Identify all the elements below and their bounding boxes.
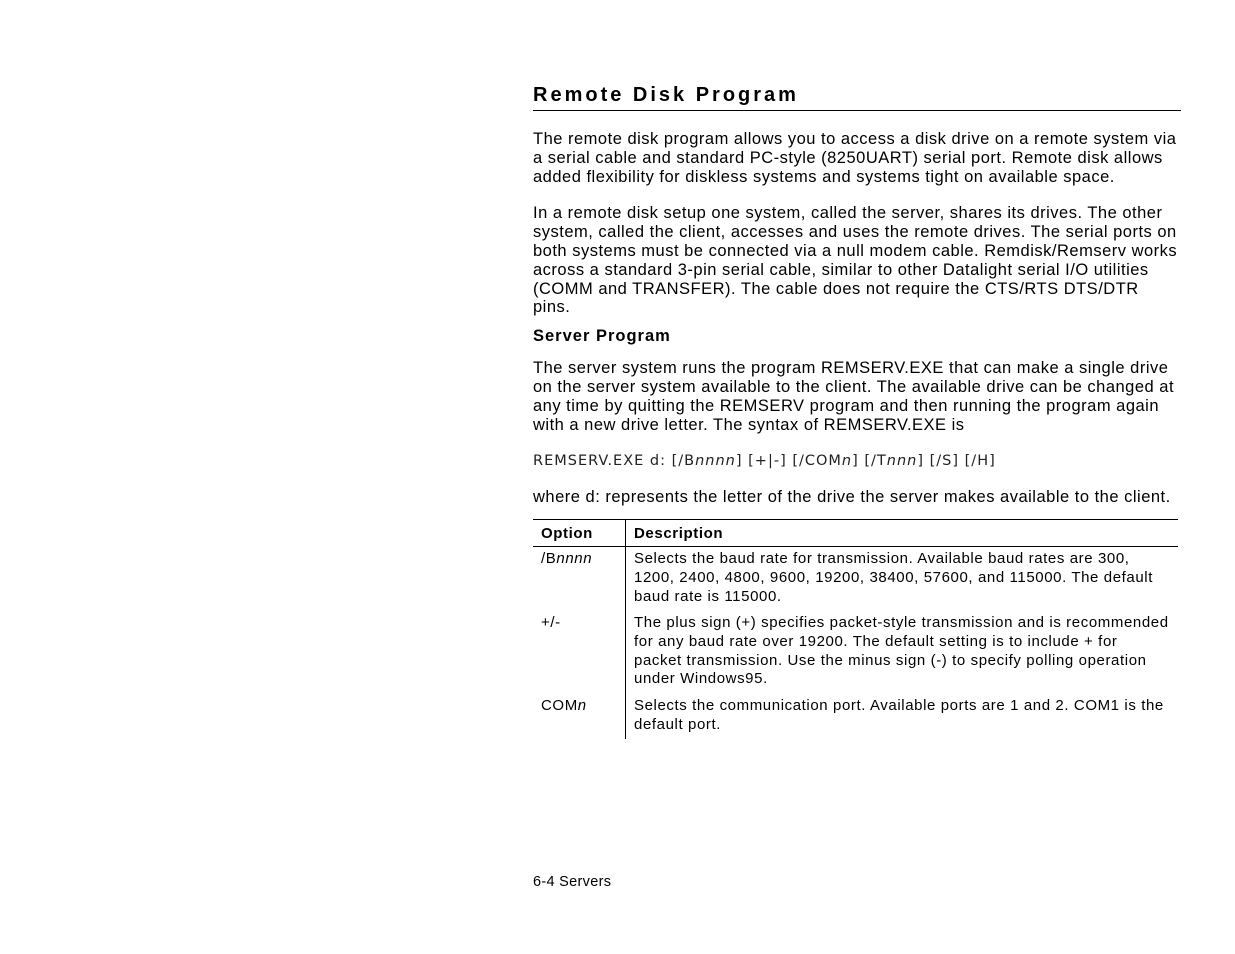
options-table xyxy=(533,519,1178,739)
intro-paragraph: The remote disk program allows you to access a disk drive on a remote system via a serial cable and standard PC-style (8250UART) serial port. Remote disk allows added flexibility for diskless systems and systems tight on available space. xyxy=(533,130,1177,186)
option-variable: nnnn xyxy=(556,550,593,568)
where-paragraph: where d: represents the letter of the drive the server makes available to the client. xyxy=(533,488,1171,507)
syntax-line xyxy=(533,451,1181,471)
table-header-row xyxy=(533,520,1178,547)
table-row xyxy=(533,694,1178,739)
option-cell xyxy=(533,694,626,739)
syntax-baud-var: nnnn xyxy=(695,453,736,470)
option-prefix: COM xyxy=(541,697,578,715)
option-variable: n xyxy=(577,697,587,715)
description-column-header: Description xyxy=(626,520,1179,547)
setup-paragraph: In a remote disk setup one system, called the server, shares its drives. The other system, called the client, accesses and uses the remote drives. The serial ports on both systems must be connected via a null modem cable. Remdisk/Remserv works across a standard 3-pin serial cable, similar to other Datalight serial I/O utilities (COMM and TRANSFER). The cable does not require the CTS/RTS DTS/DTR pins. xyxy=(533,204,1178,317)
server-paragraph: The server system runs the program REMSERV.EXE that can make a single drive on the server system available to the client. The available drive can be changed at any time by quitting the REMSERV program and then running the program again with a new drive letter. The syntax of REMSERV.EXE is xyxy=(533,359,1175,434)
syntax-tail: ] [/S] [/H] xyxy=(917,453,996,470)
option-prefix: +/- xyxy=(541,614,561,632)
syntax-cmd: REMSERV.EXE d: [/B xyxy=(533,453,696,470)
description-cell: The plus sign (+) specifies packet-style transmission and is recommended for any baud rate over 19200. The default setting is to include + for packet transmission. Use the minus sign (-) to specify polling operation under Windows95. xyxy=(634,614,1169,688)
server-program-heading: Server Program xyxy=(533,327,671,346)
syntax-com-var: n xyxy=(841,453,853,470)
option-cell xyxy=(533,611,626,694)
document-page xyxy=(533,82,1181,739)
option-column-header: Option xyxy=(533,520,626,547)
page-title: Remote Disk Program xyxy=(533,82,1181,111)
description-cell: Selects the baud rate for transmission. Available baud rates are 300, 1200, 2400, 4800, 9600, 19200, 38400, 57600, and 115000. The default baud rate is 115000. xyxy=(634,550,1154,605)
description-cell: Selects the communication port. Available ports are 1 and 2. COM1 is the default port. xyxy=(634,697,1164,733)
syntax-t-var: nnn xyxy=(886,453,918,470)
syntax-mid1: ] [+|-] [/COM xyxy=(735,453,842,470)
page-footer: 6-4 Servers xyxy=(533,874,612,890)
option-prefix: /B xyxy=(541,550,557,568)
syntax-mid2: ] [/T xyxy=(852,453,887,470)
table-row xyxy=(533,611,1178,694)
option-cell xyxy=(533,547,626,612)
table-row xyxy=(533,547,1178,612)
